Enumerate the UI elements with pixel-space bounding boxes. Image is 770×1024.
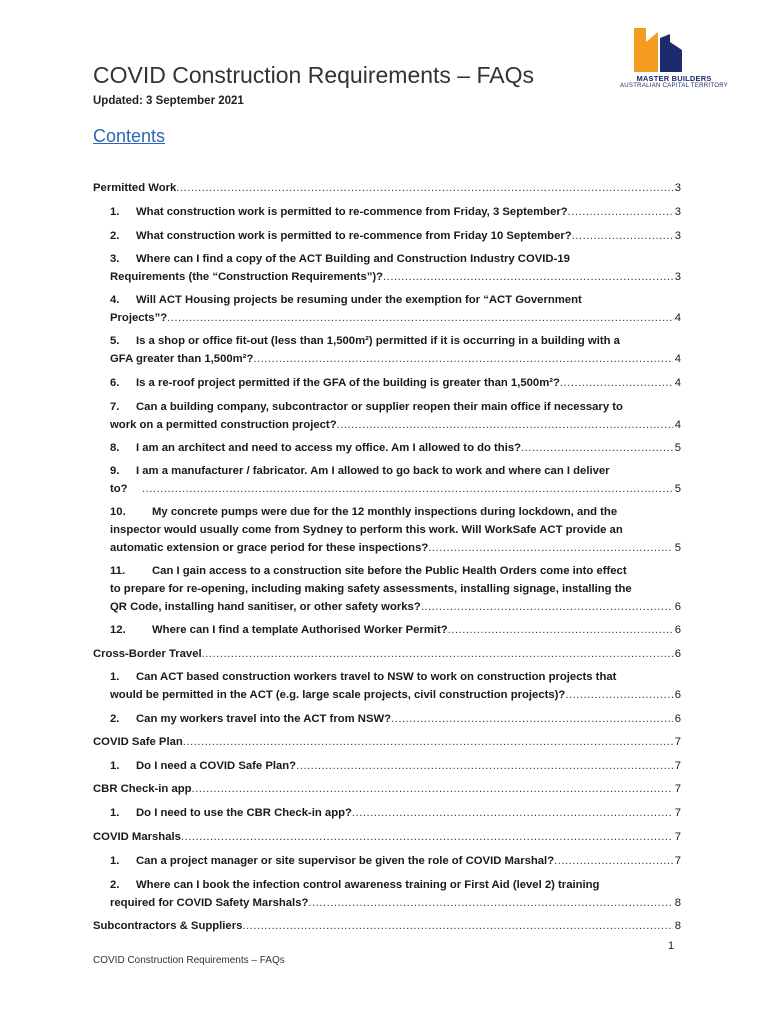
toc-entry-text: GFA greater than 1,500m²? bbox=[110, 353, 254, 365]
toc-entry-number: 5. bbox=[110, 335, 120, 347]
toc-entry-cbr-1[interactable] bbox=[110, 804, 681, 822]
toc-page-number: 3 bbox=[674, 182, 681, 194]
toc-page-number: 4 bbox=[674, 353, 681, 365]
logo-subtitle: AUSTRALIAN CAPITAL TERRITORY bbox=[619, 83, 729, 89]
toc-entry-text: Do I need a COVID Safe Plan? bbox=[136, 760, 297, 772]
toc-page-number: 6 bbox=[674, 624, 681, 636]
toc-entry-number: 2. bbox=[110, 879, 120, 891]
toc-entry-number: 10. bbox=[110, 506, 126, 518]
toc-entry-number: 4. bbox=[110, 294, 120, 306]
toc-page-number: 3 bbox=[674, 230, 681, 242]
toc-page-number: 7 bbox=[674, 807, 681, 819]
toc-entry-text: I am an architect and need to access my office. Am I allowed to do this? bbox=[136, 442, 522, 454]
toc-entry-cb-1[interactable] bbox=[110, 668, 681, 704]
toc-entry-text: Where can I book the infection control awareness training or First Aid (level 2) training bbox=[136, 879, 600, 891]
toc-entry-4[interactable] bbox=[110, 291, 681, 327]
logo-title: MASTER BUILDERS bbox=[636, 74, 712, 83]
toc-entry-12[interactable] bbox=[110, 621, 681, 639]
toc-entry-text: What construction work is permitted to re-commence from Friday, 3 September? bbox=[136, 206, 568, 218]
toc-page-number: 3 bbox=[674, 271, 681, 283]
toc-entry-text: What construction work is permitted to re-commence from Friday 10 September? bbox=[136, 230, 572, 242]
toc-entry-text: I am a manufacturer / fabricator. Am I allowed to go back to work and where can I deliver bbox=[136, 465, 610, 477]
toc-entry-text: Can a building company, subcontractor or supplier reopen their main office if necessary to bbox=[136, 401, 623, 413]
toc-page-number: 4 bbox=[674, 419, 681, 431]
toc-entry-text: to prepare for re-opening, including making safety assessments, installing signage, installing the bbox=[110, 583, 632, 595]
toc-entry-11[interactable] bbox=[110, 562, 681, 616]
toc-entry-text: COVID Safe Plan bbox=[93, 736, 183, 748]
toc-entry-number: 3. bbox=[110, 253, 120, 265]
toc-entry-number: 11. bbox=[110, 565, 126, 577]
toc-entry-text: Subcontractors & Suppliers bbox=[93, 920, 243, 932]
toc-entry-number: 12. bbox=[110, 624, 126, 636]
toc-entry-number: 1. bbox=[110, 760, 120, 772]
toc-entry-text: Can I gain access to a construction site before the Public Health Orders come into effect bbox=[152, 565, 627, 577]
master-builders-logo bbox=[614, 28, 734, 92]
toc-page-number: 7 bbox=[674, 831, 681, 843]
page-number: 1 bbox=[668, 940, 675, 952]
toc-section-cross-border-travel[interactable] bbox=[93, 645, 681, 663]
toc-entry-text: Is a shop or office fit-out (less than 1,500m²) permitted if it is occurring in a building with a bbox=[136, 335, 620, 347]
toc-entry-text: Can a project manager or site supervisor be given the role of COVID Marshal? bbox=[136, 855, 555, 867]
toc-entry-7[interactable] bbox=[110, 398, 681, 434]
toc-page-number: 5 bbox=[674, 442, 681, 454]
toc-entry-text: CBR Check-in app bbox=[93, 783, 192, 795]
toc-entry-6[interactable] bbox=[110, 374, 681, 392]
toc-entry-number: 1. bbox=[110, 206, 120, 218]
contents-heading[interactable]: Contents bbox=[93, 126, 166, 146]
toc-page-number: 6 bbox=[674, 713, 681, 725]
toc-entry-cm-2[interactable] bbox=[110, 876, 681, 912]
toc-entry-number: 1. bbox=[110, 855, 120, 867]
toc-entry-text: Can ACT based construction workers travel to NSW to work on construction projects that bbox=[136, 671, 617, 683]
toc-section-permitted-work[interactable] bbox=[93, 179, 681, 197]
toc-entry-text: Projects”? bbox=[110, 312, 168, 324]
toc-entry-text: COVID Marshals bbox=[93, 831, 181, 843]
toc-entry-text: to? bbox=[110, 483, 128, 495]
toc-entry-number: 2. bbox=[110, 713, 120, 725]
toc-entry-1[interactable] bbox=[110, 203, 681, 221]
toc-entry-text: Requirements (the “Construction Requirements”)? bbox=[110, 271, 384, 283]
toc-entry-text: Cross-Border Travel bbox=[93, 648, 202, 660]
footer-text: COVID Construction Requirements – FAQs bbox=[93, 955, 285, 966]
toc-entry-2[interactable] bbox=[110, 227, 681, 245]
toc-entry-text: Permitted Work bbox=[93, 182, 177, 194]
document-title: COVID Construction Requirements – FAQs bbox=[93, 62, 534, 88]
toc-section-subcontractors-suppliers[interactable] bbox=[93, 917, 681, 935]
toc-entry-8[interactable] bbox=[110, 439, 681, 457]
toc-page-number: 7 bbox=[674, 736, 681, 748]
toc-page-number: 7 bbox=[674, 760, 681, 772]
toc-entry-text: Will ACT Housing projects be resuming under the exemption for “ACT Government bbox=[136, 294, 582, 306]
toc-entry-text: inspector would usually come from Sydney to perform this work. Will WorkSafe ACT provide an bbox=[110, 524, 623, 536]
toc-entry-number: 1. bbox=[110, 671, 120, 683]
toc-entry-number: 7. bbox=[110, 401, 120, 413]
toc-entry-10[interactable] bbox=[110, 503, 681, 557]
toc-page-number: 4 bbox=[674, 377, 681, 389]
toc-entry-text: Do I need to use the CBR Check-in app? bbox=[136, 807, 352, 819]
toc-page-number: 6 bbox=[674, 601, 681, 613]
toc-entry-3[interactable] bbox=[110, 250, 681, 286]
toc-entry-text: Where can I find a copy of the ACT Building and Construction Industry COVID-19 bbox=[136, 253, 570, 265]
toc-entry-text: My concrete pumps were due for the 12 monthly inspections during lockdown, and the bbox=[152, 506, 618, 518]
toc-entry-csp-1[interactable] bbox=[110, 757, 681, 775]
toc-page-number: 4 bbox=[674, 312, 681, 324]
toc-page-number: 7 bbox=[674, 855, 681, 867]
toc-entry-9[interactable] bbox=[110, 462, 681, 498]
toc-entry-number: 2. bbox=[110, 230, 120, 242]
toc-entry-text: would be permitted in the ACT (e.g. large scale projects, civil construction projects)? bbox=[110, 689, 566, 701]
toc-section-cbr-check-in[interactable] bbox=[93, 780, 681, 798]
toc-entry-text: automatic extension or grace period for these inspections? bbox=[110, 542, 429, 554]
toc-entry-cb-2[interactable] bbox=[110, 710, 681, 728]
toc-page-number: 3 bbox=[674, 206, 681, 218]
toc-page-number: 8 bbox=[674, 897, 681, 909]
toc-entry-text: Where can I find a template Authorised Worker Permit? bbox=[152, 624, 448, 636]
toc-page-number: 7 bbox=[674, 783, 681, 795]
toc-page-number: 6 bbox=[674, 648, 681, 660]
toc-entry-text: QR Code, installing hand sanitiser, or other safety works? bbox=[110, 601, 421, 613]
toc-entry-number: 6. bbox=[110, 377, 120, 389]
toc-page-number: 5 bbox=[674, 542, 681, 554]
toc-page-number: 8 bbox=[674, 920, 681, 932]
toc-entry-number: 8. bbox=[110, 442, 120, 454]
toc-section-covid-marshals[interactable] bbox=[93, 828, 681, 846]
toc-entry-text: required for COVID Safety Marshals? bbox=[110, 897, 309, 909]
toc-page-number: 5 bbox=[674, 483, 681, 495]
toc-entry-number: 1. bbox=[110, 807, 120, 819]
logo-mark-icon bbox=[624, 28, 704, 72]
toc-entry-5[interactable] bbox=[110, 332, 681, 368]
toc-entry-text: work on a permitted construction project? bbox=[110, 419, 337, 431]
toc-page-number: 6 bbox=[674, 689, 681, 701]
toc-entry-cm-1[interactable] bbox=[110, 852, 681, 870]
toc-section-covid-safe-plan[interactable] bbox=[93, 733, 681, 751]
updated-date: Updated: 3 September 2021 bbox=[93, 95, 244, 107]
toc-entry-number: 9. bbox=[110, 465, 120, 477]
toc-entry-text: Can my workers travel into the ACT from NSW? bbox=[136, 713, 392, 725]
toc-entry-text: Is a re-roof project permitted if the GFA of the building is greater than 1,500m²? bbox=[136, 377, 560, 389]
